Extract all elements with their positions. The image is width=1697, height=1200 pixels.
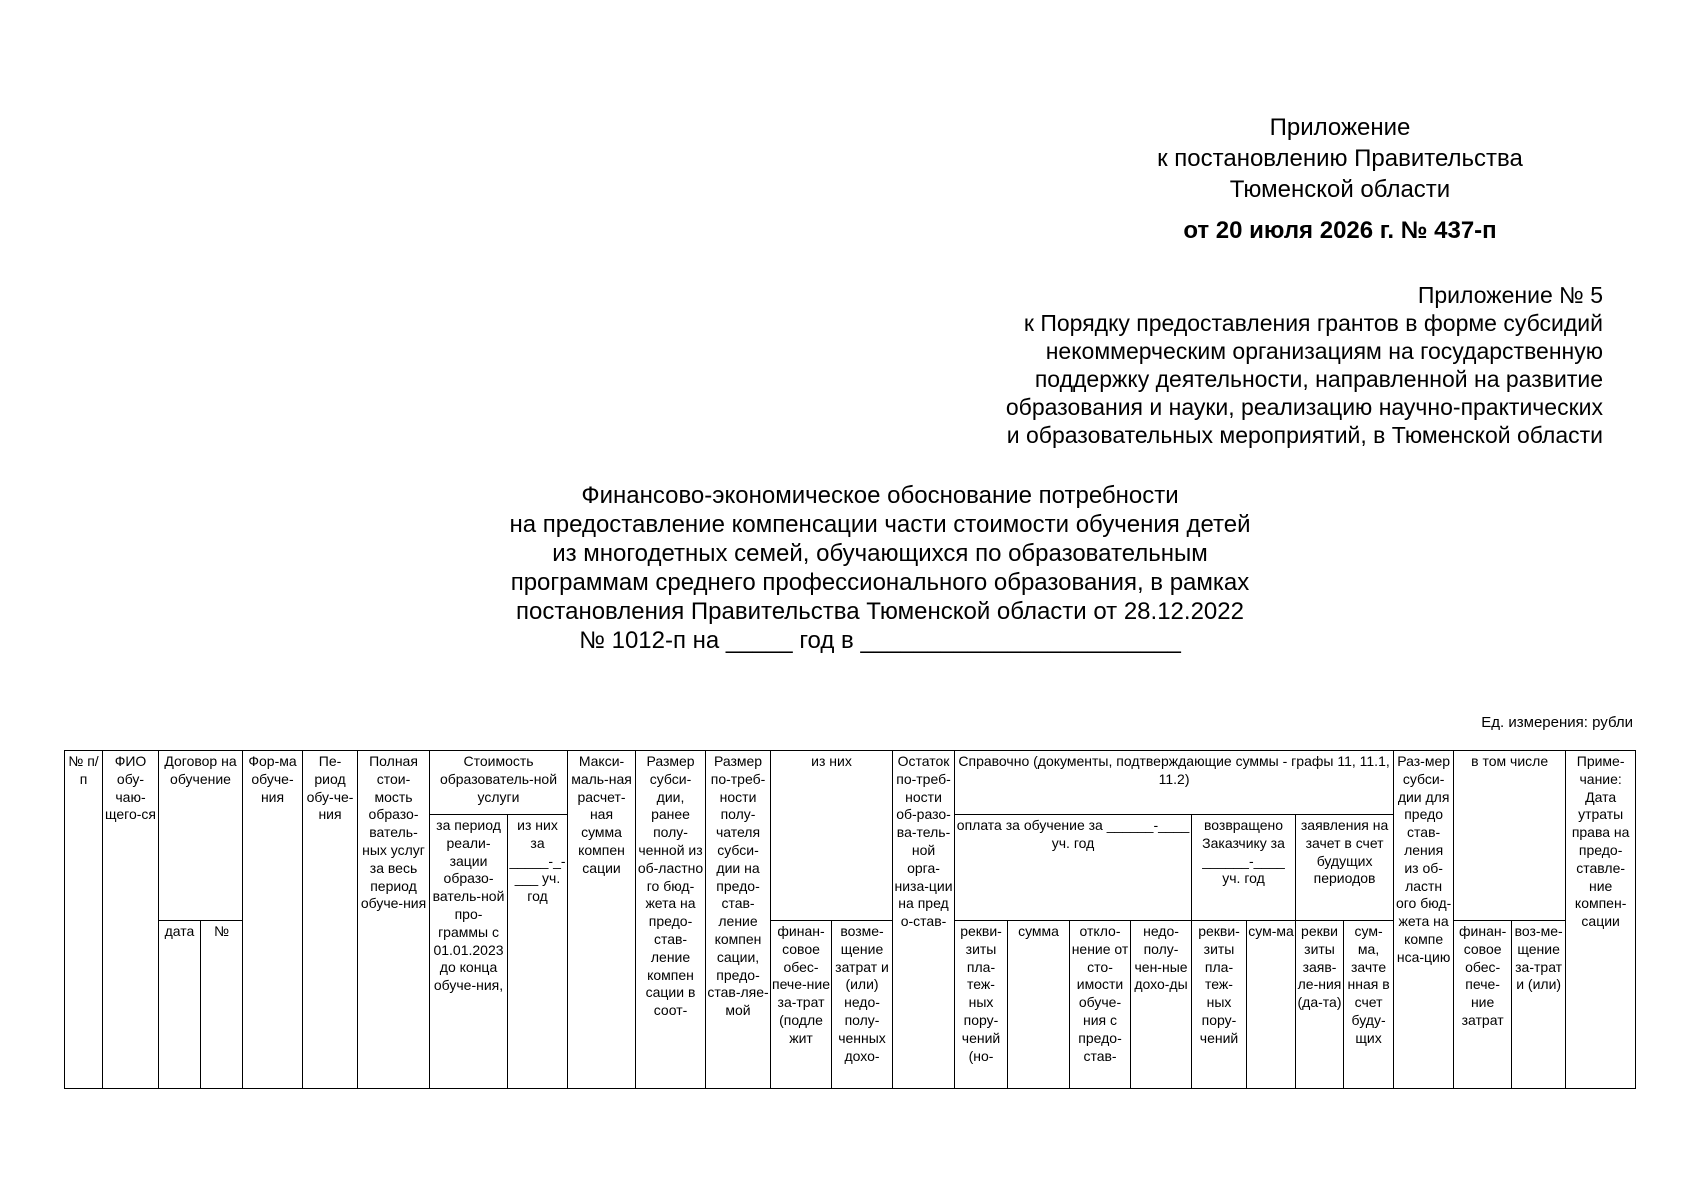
header-shortfall: недо-полу-чен-ные дохо-ды — [1131, 921, 1192, 1089]
header-reference: Справочно (документы, подтверждающие суммы - графы 11, 11.1, 11.2) — [955, 751, 1394, 815]
header-study-form: Фор-ма обуче-ния — [243, 751, 303, 1089]
header-returned-sum: сум-ма — [1247, 921, 1296, 1089]
header-including: в том числе — [1454, 751, 1566, 921]
annex5-line: и образовательных мероприятий, в Тюменской области — [1006, 422, 1603, 448]
title-line: на предоставление компенсации части стоимости обучения детей — [509, 511, 1251, 538]
header-study-period: Пе-риод обу-че-ния — [303, 751, 358, 1089]
title-line: постановления Правительства Тюменской области от 28.12.2022 — [516, 598, 1244, 625]
annex5-line: образования и науки, реализацию научно-практических — [1005, 394, 1603, 420]
annex-title: Приложение — [1269, 114, 1411, 141]
units-label: Ед. измерения: рубли — [1481, 714, 1633, 731]
title-line: Финансово-экономическое обоснование потребности — [581, 482, 1179, 509]
header-need-size: Размер по-треб-ности полу-чателя субси-дии на предо-став-ление компен сации, предо-став-ляе-мой — [706, 751, 771, 1089]
annex-region-line: Тюменской области — [1229, 176, 1451, 203]
header-prev-subsidy: Размер субси-дии, ранее полу-ченной из об-ластно го бюд-жета на предо-став-ление компен сации в соот- — [636, 751, 706, 1089]
header-cost-period: за период реали-зации образо-ватель-ной про-граммы с 01.01.2023 до конца обуче-ния, — [430, 815, 508, 1089]
header-deviation: откло-нение от сто-имости обуче-ния с предо-став- — [1070, 921, 1131, 1089]
header-offset-requisites: рекви зиты заяв-ле-ния (да-та) — [1296, 921, 1344, 1089]
header-payment: оплата за обучение за ______-____ уч. год — [955, 815, 1192, 921]
header-contract-number: № — [201, 921, 243, 1089]
header-subsidy-size: Раз-мер субси-дии для предо став-ления из об-ластн ого бюд-жета на компе нса-цию — [1394, 751, 1454, 1089]
header-contract: Договор на обучение — [159, 751, 243, 921]
header-payment-requisites: рекви-зиты пла-теж-ных пору-чений (но- — [955, 921, 1008, 1089]
annex5-line: некоммерческим организациям на государственную — [1045, 338, 1603, 364]
header-full-cost: Полная стои-мость образо-ватель-ных услуг за весь период обуче-ния — [358, 751, 430, 1089]
header-fin-support: финан-совое обес-пече-ние за-трат (подле жит — [771, 921, 832, 1089]
header-offset-sum: сум-ма, зачте нная в счет буду-щих — [1344, 921, 1394, 1089]
annex5-header — [883, 281, 1603, 449]
header-payment-sum: сумма — [1008, 921, 1070, 1089]
header-offset: заявления на зачет в счет будущих периодов — [1296, 815, 1394, 921]
header-of-which: из них — [771, 751, 893, 921]
header-contract-date: дата — [159, 921, 201, 1089]
title-line: из многодетных семей, обучающихся по образовательным — [552, 540, 1208, 567]
header-reimbursement: возме-щение затрат и (или) недо-полу-ченных дохо- — [832, 921, 893, 1089]
annex-date-line: от 20 июля 2026 г. № 437-п — [1183, 217, 1497, 244]
header-remainder: Остаток по-треб-ности об-разо-ва-тель-ной орга-низа-ции на пред о-став- — [893, 751, 955, 1089]
header-max-sum: Макси-маль-ная расчет-ная сумма компен сации — [568, 751, 636, 1089]
justification-table — [64, 750, 1636, 1089]
annex5-line: Приложение № 5 — [1417, 282, 1603, 308]
annex-resolution-line: к постановлению Правительства — [1157, 145, 1523, 172]
header-fio: ФИО обу-чаю-щего-ся — [103, 751, 159, 1089]
header-returned: возвращено Заказчику за ______-____ уч. год — [1192, 815, 1296, 921]
header-cost-of-which: из них за _____-_-___ уч. год — [508, 815, 568, 1089]
header-returned-requisites: рекви-зиты пла-теж-ных пору-чений — [1192, 921, 1247, 1089]
header-num: № п/п — [65, 751, 103, 1089]
annex5-line: поддержку деятельности, направленной на развитие — [1034, 366, 1603, 392]
header-including-fin: финан-совое обес-пече-ние затрат — [1454, 921, 1512, 1089]
annex-header — [1100, 112, 1580, 246]
header-including-reimb: воз-ме-щение за-трат и (или) — [1512, 921, 1566, 1089]
header-service-cost: Стоимость образователь-ной услуги — [430, 751, 568, 815]
header-note: Приме-чание: Дата утраты права на предо-ставле-ние компен-сации — [1566, 751, 1636, 1089]
title-line: № 1012-п на _____ год в ________________________ — [579, 627, 1181, 654]
document-title — [380, 481, 1380, 655]
title-line: программам среднего профессионального образования, в рамках — [510, 569, 1250, 596]
annex5-line: к Порядку предоставления грантов в форме субсидий — [1023, 310, 1603, 336]
